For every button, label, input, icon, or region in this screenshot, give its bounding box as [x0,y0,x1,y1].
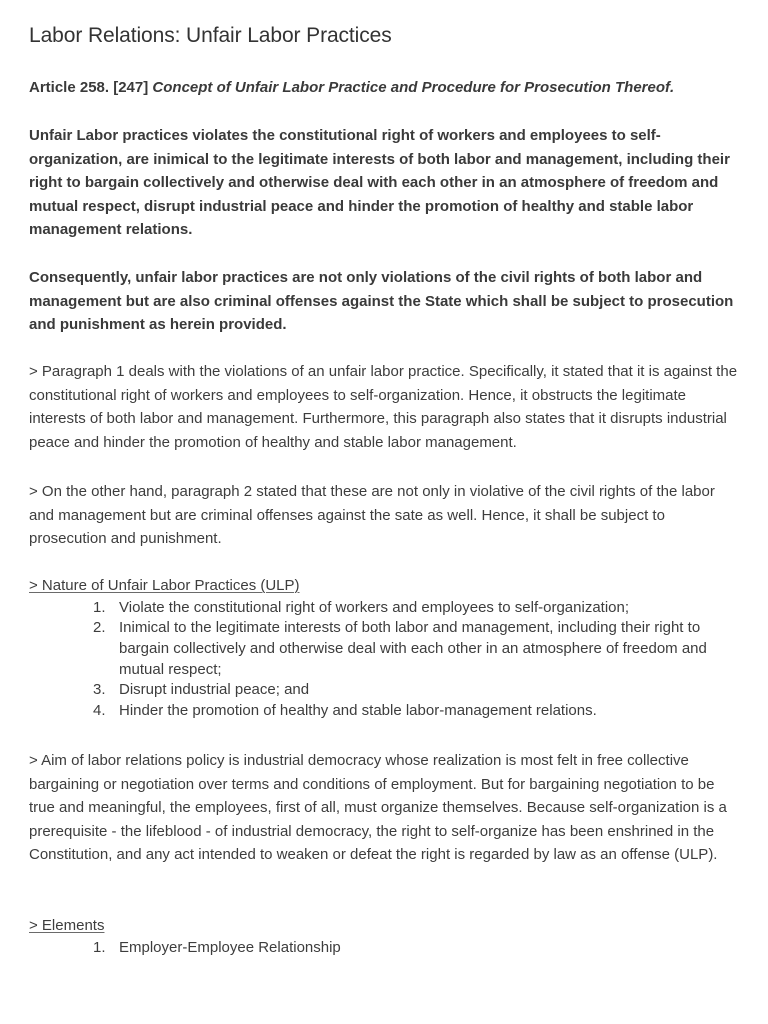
nature-list [29,598,741,722]
page-title: Labor Relations: Unfair Labor Practices [29,24,392,47]
article-heading [29,76,741,100]
list-item: 4. Hinder the promotion of healthy and stable labor-management relations. [93,702,597,720]
list-item: 2. Inimical to the legitimate interests of both labor and management, including their right to bargain collectively and otherwise deal with each other in an atmosphere of freedom and mutual respect; [93,619,707,678]
elements-heading: > Elements [29,917,105,934]
article-paragraph-1: Unfair Labor practices violates the constitutional right of workers and employees to self-organization, are inimical to the legitimate interests of both labor and management, including their right to bargain collectively and otherwise deal with each other in an atmosphere of freedom and mutual respect, disrupt industrial peace and hinder the promotion of healthy and stable labor management relations. [29,127,730,239]
elements-section [29,914,741,958]
elements-list [29,938,741,959]
article-title: Concept of Unfair Labor Practice and Procedure for Prosecution Thereof. [152,79,675,96]
list-item: 1. Violate the constitutional right of workers and employees to self-organization; [93,598,630,616]
nature-section [29,574,741,722]
article-paragraph-2: Consequently, unfair labor practices are not only violations of the civil rights of both labor and management but are also criminal offenses against the State which shall be subject to prosecution and punishment as herein provided. [29,269,734,334]
aim-paragraph: > Aim of labor relations policy is industrial democracy whose realization is most felt in free collective bargaining or negotiation over terms and conditions of employment. But for bargaining negotiation to be true and meaningful, the employees, first of all, must organize themselves. Because self-organization is a prerequisite - the lifeblood - of industrial democracy, the right to self-organize has been enshrined in the Constitution, and any act intended to weaken or defeat the right is regarded by law as an offense (ULP). [29,752,727,864]
nature-heading: > Nature of Unfair Labor Practices (ULP) [29,577,300,594]
note-paragraph-2: > On the other hand, paragraph 2 stated that these are not only in violative of the civil rights of the labor and management but are criminal offenses against the sate as well. Hence, it shall be subject to prosecution and punishment. [29,483,715,548]
list-item: 1. Employer-Employee Relationship [93,938,341,956]
note-paragraph-1: > Paragraph 1 deals with the violations of an unfair labor practice. Specifically, it stated that it is against the constitutional right of workers and employees to self-organization. Hence, it obstructs the legitimate interests of both labor and management. Furthermore, this paragraph also states that it disrupts industrial peace and hinder the promotion of healthy and stable labor management. [29,363,738,451]
list-item: 3. Disrupt industrial peace; and [93,681,310,699]
article-label: Article 258. [247] [29,79,149,96]
